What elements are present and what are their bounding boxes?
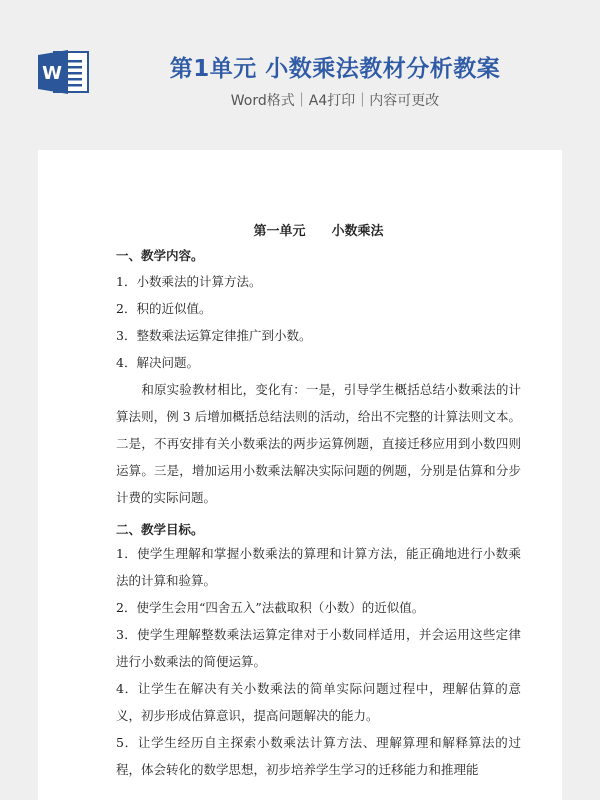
document-title: 第一单元 小数乘法 xyxy=(253,224,384,239)
page-subtitle: Word格式｜A4打印｜内容可更改 xyxy=(230,93,440,109)
section-heading-content: 一、教学内容。 xyxy=(116,248,204,263)
goal-item: 2．使学生会用“四舍五入”法截取积（小数）的近似值。 xyxy=(116,600,425,615)
goal-item: 5．让学生经历自主探索小数乘法计算方法、理解算理和解释算法的过程，体会转化的数学思想，初步培养学生学习的迁移能力和推理能 xyxy=(116,735,521,777)
goal-item: 3．使学生理解整数乘法运算定律对于小数同样适用，并会运用这些定律进行小数乘法的简便运算。 xyxy=(116,627,521,669)
comparison-paragraph: 和原实验教材相比，变化有：一是，引导学生概括总结小数乘法的计算法则，例 3 后增加概括总结法则的活动，给出不完整的计算法则文本。二是，不再安排有关小数乘法的两步运算例题，直接迁移应用到小数四则运算。三是，增加运用小数乘法解决实际问题的例题，分别是估算和分步计费的实际问题。 xyxy=(116,382,521,505)
content-item: 3．整数乘法运算定律推广到小数。 xyxy=(116,328,312,343)
word-logo-letter: W xyxy=(42,63,62,84)
content-item: 1．小数乘法的计算方法。 xyxy=(116,274,262,289)
page-header xyxy=(0,0,600,150)
goal-item: 4．让学生在解决有关小数乘法的简单实际问题过程中，理解估算的意义，初步形成估算意识，提高问题解决的能力。 xyxy=(116,681,521,723)
word-icon xyxy=(38,46,90,98)
section-heading-goals: 二、教学目标。 xyxy=(116,522,204,537)
content-item: 4．解决问题。 xyxy=(116,355,199,370)
page-title: 第1单元 小数乘法教材分析教案 xyxy=(169,56,501,82)
document-page xyxy=(38,150,562,800)
goal-item: 1．使学生理解和掌握小数乘法的算理和计算方法，能正确地进行小数乘法的计算和验算。 xyxy=(116,546,521,588)
content-item: 2．积的近似值。 xyxy=(116,301,212,316)
